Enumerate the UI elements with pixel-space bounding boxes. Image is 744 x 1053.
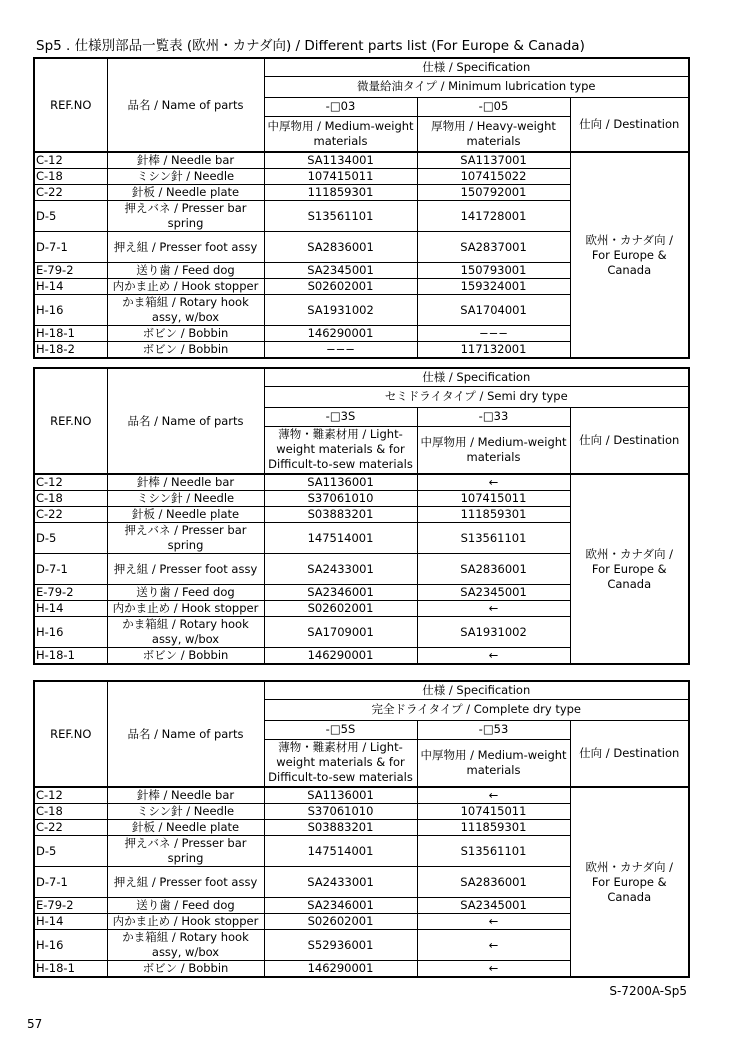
header-row-specification [34,681,689,699]
ref-no: H-18-1 [34,326,107,342]
part-name: 針棒 / Needle bar [107,474,264,491]
part-number-2: 150792001 [417,185,570,201]
part-name: 針棒 / Needle bar [107,152,264,169]
part-name: ミシン針 / Needle [107,491,264,507]
ref-no: H-16 [34,930,107,961]
part-number-2: ← [417,914,570,930]
part-number-1: SA2836001 [264,232,417,263]
part-name: ミシン針 / Needle [107,804,264,820]
part-number-1: −−− [264,342,417,359]
ref-no: H-16 [34,295,107,326]
part-number-1: S02602001 [264,279,417,295]
part-name: ボビン / Bobbin [107,342,264,359]
part-number-1: SA2346001 [264,585,417,601]
part-name: 針板 / Needle plate [107,185,264,201]
ref-no-header: REF.NO [34,681,107,787]
part-name: かま箱組 / Rotary hook assy, w/box [107,930,264,961]
part-name: 内かま止め / Hook stopper [107,914,264,930]
part-number-1: 146290001 [264,326,417,342]
part-name: 内かま止め / Hook stopper [107,279,264,295]
part-number-2: ← [417,601,570,617]
part-name: 押え組 / Presser foot assy [107,554,264,585]
lubrication-type-header: セミドライタイプ / Semi dry type [264,386,689,407]
part-number-1: S03883201 [264,820,417,836]
part-number-2: SA2345001 [417,898,570,914]
header-row-specification [34,58,689,76]
ref-no: D-5 [34,836,107,867]
model-code-2: -□33 [417,407,570,426]
destination-header: 仕向 / Destination [570,97,689,152]
ref-no-header: REF.NO [34,368,107,474]
name-of-parts-header: 品名 / Name of parts [107,681,264,787]
ref-no: E-79-2 [34,585,107,601]
part-number-2: 107415022 [417,169,570,185]
ref-no: C-22 [34,820,107,836]
lubrication-type-header: 完全ドライタイプ / Complete dry type [264,699,689,720]
ref-no: C-18 [34,804,107,820]
ref-no: E-79-2 [34,263,107,279]
part-number-2: 111859301 [417,820,570,836]
part-number-2: SA2836001 [417,867,570,898]
specification-header: 仕様 / Specification [264,681,689,699]
name-of-parts-header: 品名 / Name of parts [107,58,264,152]
model-code-1: -□3S [264,407,417,426]
ref-no: D-5 [34,201,107,232]
part-number-2: 111859301 [417,507,570,523]
parts-table-semi-dry [33,367,690,665]
part-number-2: SA2345001 [417,585,570,601]
document-code: S-7200A-Sp5 [609,984,687,998]
ref-no: H-18-1 [34,648,107,665]
model-code-2: -□05 [417,97,570,116]
part-name: 押えバネ / Presser bar spring [107,523,264,554]
part-name: 針棒 / Needle bar [107,787,264,804]
part-name: 針板 / Needle plate [107,507,264,523]
part-number-2: SA2837001 [417,232,570,263]
ref-no: D-7-1 [34,867,107,898]
ref-no: C-18 [34,169,107,185]
part-name: 送り歯 / Feed dog [107,585,264,601]
part-number-1: 146290001 [264,648,417,665]
ref-no: H-18-1 [34,961,107,978]
part-number-1: S02602001 [264,914,417,930]
part-name: ボビン / Bobbin [107,961,264,978]
part-number-1: S02602001 [264,601,417,617]
part-number-1: SA1134001 [264,152,417,169]
table-row [34,787,689,804]
part-name: 押え組 / Presser foot assy [107,867,264,898]
page-number: 57 [27,1017,43,1031]
part-number-2: SA2836001 [417,554,570,585]
part-name: ボビン / Bobbin [107,648,264,665]
part-number-2: ← [417,961,570,978]
material-2: 中厚物用 / Medium-weight materials [417,739,570,787]
material-1: 薄物・難素材用 / Light-weight materials & for Difficult-to-sew materials [264,739,417,787]
part-number-2: 117132001 [417,342,570,359]
part-name: 押えバネ / Presser bar spring [107,836,264,867]
part-number-2: S13561101 [417,836,570,867]
part-number-2: 159324001 [417,279,570,295]
part-number-2: SA1704001 [417,295,570,326]
header-row-specification [34,368,689,386]
part-number-2: ← [417,930,570,961]
material-2: 厚物用 / Heavy-weight materials [417,116,570,152]
destination: 欧州・カナダ向 / For Europe & Canada [570,787,689,977]
ref-no: H-18-2 [34,342,107,359]
part-name: 針板 / Needle plate [107,820,264,836]
part-number-2: 107415011 [417,804,570,820]
ref-no: C-12 [34,787,107,804]
part-number-2: SA1137001 [417,152,570,169]
part-number-1: SA1136001 [264,787,417,804]
part-number-1: 147514001 [264,836,417,867]
ref-no-header: REF.NO [34,58,107,152]
destination: 欧州・カナダ向 / For Europe & Canada [570,474,689,664]
ref-no: H-16 [34,617,107,648]
part-number-1: SA1931002 [264,295,417,326]
material-2: 中厚物用 / Medium-weight materials [417,426,570,474]
ref-no: D-7-1 [34,554,107,585]
table-row [34,152,689,169]
model-code-2: -□53 [417,720,570,739]
table-row [34,474,689,491]
part-number-1: 111859301 [264,185,417,201]
part-number-2: S13561101 [417,523,570,554]
part-number-2: 150793001 [417,263,570,279]
specification-header: 仕様 / Specification [264,368,689,386]
part-number-1: SA1709001 [264,617,417,648]
ref-no: C-22 [34,185,107,201]
ref-no: H-14 [34,601,107,617]
part-number-1: 146290001 [264,961,417,978]
part-number-1: 107415011 [264,169,417,185]
part-number-2: 141728001 [417,201,570,232]
model-code-1: -□5S [264,720,417,739]
destination-header: 仕向 / Destination [570,407,689,474]
ref-no: H-14 [34,914,107,930]
part-number-1: SA2345001 [264,263,417,279]
part-name: 送り歯 / Feed dog [107,263,264,279]
part-number-1: S52936001 [264,930,417,961]
page-title: Sp5 . 仕様別部品一覧表 (欧州・カナダ向) / Different parts list (For Europe & Canada) [36,38,585,54]
part-name: かま箱組 / Rotary hook assy, w/box [107,295,264,326]
part-number-1: S03883201 [264,507,417,523]
part-number-2: SA1931002 [417,617,570,648]
part-number-1: SA2433001 [264,867,417,898]
part-number-1: S37061010 [264,804,417,820]
part-number-1: SA2346001 [264,898,417,914]
material-1: 薄物・難素材用 / Light-weight materials & for Difficult-to-sew materials [264,426,417,474]
material-1: 中厚物用 / Medium-weight materials [264,116,417,152]
part-name: ミシン針 / Needle [107,169,264,185]
parts-table-minimum-lubrication [33,57,690,359]
ref-no: D-5 [34,523,107,554]
part-name: 押え組 / Presser foot assy [107,232,264,263]
part-number-1: S37061010 [264,491,417,507]
ref-no: C-18 [34,491,107,507]
part-number-2: ← [417,787,570,804]
model-code-1: -□03 [264,97,417,116]
ref-no: C-12 [34,474,107,491]
part-number-1: 147514001 [264,523,417,554]
part-number-2: −−− [417,326,570,342]
part-number-1: SA2433001 [264,554,417,585]
ref-no: H-14 [34,279,107,295]
ref-no: C-22 [34,507,107,523]
part-number-2: 107415011 [417,491,570,507]
ref-no: E-79-2 [34,898,107,914]
name-of-parts-header: 品名 / Name of parts [107,368,264,474]
part-number-2: ← [417,648,570,665]
specification-header: 仕様 / Specification [264,58,689,76]
parts-table-complete-dry [33,680,690,978]
part-name: かま箱組 / Rotary hook assy, w/box [107,617,264,648]
ref-no: D-7-1 [34,232,107,263]
destination-header: 仕向 / Destination [570,720,689,787]
part-name: 内かま止め / Hook stopper [107,601,264,617]
destination: 欧州・カナダ向 / For Europe & Canada [570,152,689,358]
part-name: ボビン / Bobbin [107,326,264,342]
lubrication-type-header: 微量給油タイプ / Minimum lubrication type [264,76,689,97]
part-name: 送り歯 / Feed dog [107,898,264,914]
part-number-1: S13561101 [264,201,417,232]
part-number-1: SA1136001 [264,474,417,491]
ref-no: C-12 [34,152,107,169]
part-number-2: ← [417,474,570,491]
part-name: 押えバネ / Presser bar spring [107,201,264,232]
